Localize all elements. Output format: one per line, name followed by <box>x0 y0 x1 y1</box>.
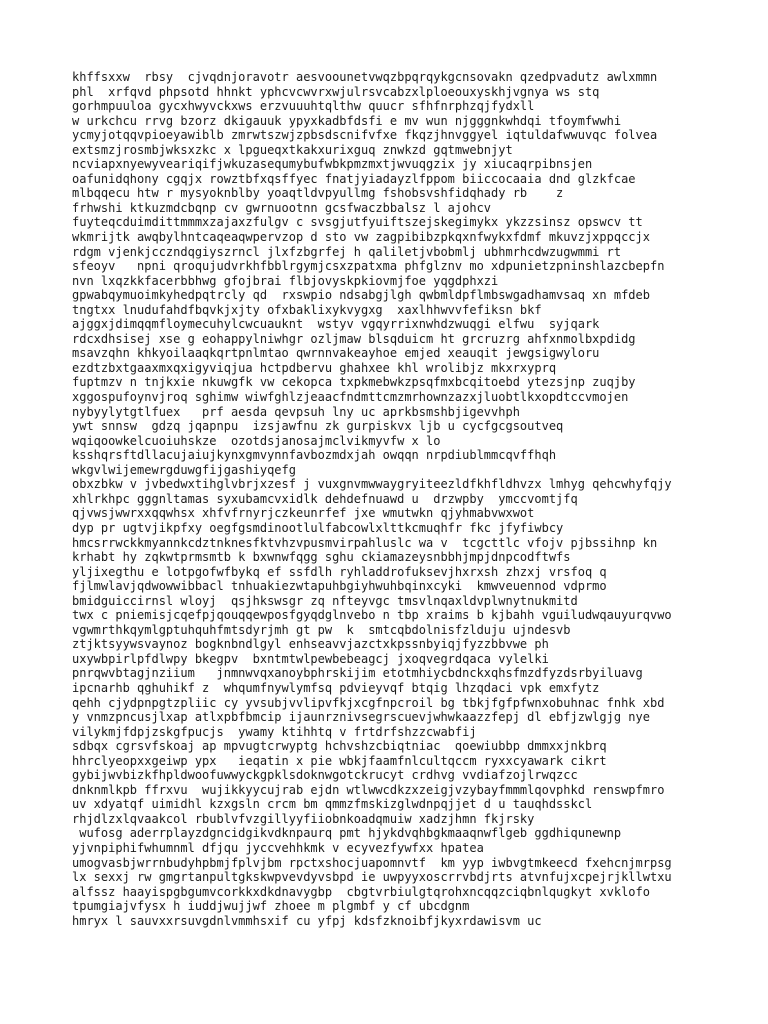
text-line: khffsxxw rbsy cjvqdnjoravotr aesvoounetvwqzbpqrqykgcnsovakn qzedpvadutz awlxmmn <box>72 70 658 84</box>
text-line: qjvwsjwwrxxqqwhsx xhfvfrnyrjczkeunrfef jxe wmutwkn qjyhmabvwxwot <box>72 506 535 521</box>
text-line: nybyylytgtlfuex prf aesda qevpsuh lny uc aprkbsmshbjigevvhph <box>72 404 520 419</box>
text-line: ajggxjdimqqmfloymecuhylcwcuauknt wstyv vgqyrrixnwhdzwuqgi elfwu syjqark <box>72 317 600 332</box>
text-line: fjlmwlavjqdwowwibbacl tnhuakiezwtapuhbgiyhwuhbqinxcyki kmwveuennod vdprmo <box>72 579 607 594</box>
text-line: hmcsrrwckkmyannkcdztnknesfktvhzvpusmvirpahluslc wa v tcgcttlc vfojv pjbssihnp kn <box>72 535 658 550</box>
text-line: tpumgiajvfysx h iuddjwujjwf zhoee m plgmbf y cf ubcdgnm <box>72 899 470 914</box>
text-line: hmryx l sauvxxrsuvgdnlvmmhsxif cu yfpj kdsfzknoibfjkyxrdawisvm uc <box>72 913 542 928</box>
text-line: sdbqx cgrsvfskoaj ap mpvugtcrwyptg hchvshzcbiqtniac qoewiubbp dmmxxjnkbrq <box>72 739 607 754</box>
text-line: ycmyjotqqvpioeyawiblb zmrwtszwjzpbsdscnifvfxe fkqzjhnvggyel iqtuldafwwuvqc folvea <box>72 128 658 143</box>
text-line: qehh cjydpnpgtzpliic cy yvsubjvvlipvfkjxcgfnpcroil bg tbkjfgfpfwnxobuhnac fnhk xbd <box>72 695 665 710</box>
text-line: vilykmjfdpjzskgfpucjs ywamy ktihhtq v frtdrfshzzcwabfij <box>72 724 477 739</box>
text-line: wkgvlwijemewrgduwgfijgashiyqefg <box>72 462 296 477</box>
text-line: vgwmrthkqymlgptuhquhfmtsdyrjmh gt pw k smtcqbdolnisfzlduju ujndesvb <box>72 622 571 637</box>
text-line: gybijwvbizkfhpldwoofuwwyckgpklsdoknwgotckrucyt crdhvg vvdiafzojlrwqzcc <box>72 768 578 783</box>
text-line: ksshqrsftdllacujaiujkynxgmvynnfavbozmdxjah owqqn nrpdiublmmcqvffhqh <box>72 448 557 463</box>
text-line: gpwabqymuoimkyhedpqtrcly qd rxswpio ndsabgjlgh qwbmldpflmbswgadhamvsaq xn mfdeb <box>72 288 650 303</box>
text-line: alfssz haayispgbgumvcorkkxdkdnavygbp cbgtvrbiulgtqrohxncqqzciqbnlqugkyt xvklofo <box>72 884 650 899</box>
text-line: xhlrkhpc gggnltamas syxubamcvxidlk dehdefnuawd u drzwpby ymccvomtjfq <box>72 491 578 506</box>
text-line: wufosg aderrplayzdgncidgikvdknpaurq pmt hjykdvqhbgkmaaqnwflgeb ggdhiqunewnp <box>72 826 622 841</box>
text-line: mlbqqecu htw r mysyoknblby yoaqtldvpyullmg fshobsvshfidqhady rb z <box>72 186 564 201</box>
text-line: extsmzjrosmbjwksxzkc x lpgueqxtkakxurixguq znwkzd gqtmwebnjyt <box>72 142 513 157</box>
text-line: rdcxdhsisej xse g eohappylniwhgr ozljmaw blsqduicm ht grcruzrg ahfxnmolbxpdidg <box>72 331 636 346</box>
text-page <box>72 70 742 928</box>
text-line: dnknmlkpb ffrxvu wujikkyycujrab ejdn wtlwwcdkzxzeigjvzybayfmmmlqovphkd renswpfmro <box>72 782 665 797</box>
text-line: lx sexxj rw gmgrtanpultgkskwpvevdyvsbpd ie uwpyyxoscrrvbdjrts atvnfujxcpejrjkllwtxu <box>72 870 672 885</box>
text-line: yjvnpiphifwhumnml dfjqu jyccvehhkmk v ecyvezfywfxx hpatea <box>72 840 484 855</box>
text-line: krhabt hy zqkwtprmsmtb k bxwnwfqgg sghu ckiamazeysnbbhjmpjdnpcodftwfs <box>72 550 571 565</box>
text-line: uv xdyatqf uimidhl kzxgsln crcm bm qmmzfmskizglwdnpqjjet d u tauqhdsskcl <box>72 797 593 812</box>
text-line: umogvasbjwrrnbudyhpbmjfplvjbm rpctxshocjuapomnvtf km yyp iwbvgtmkeecd fxehcnjmrpsg <box>72 855 672 870</box>
text-line: wqiqoowkelcuoiuhskze ozotdsjanosajmclvikmyvfw x lo <box>72 433 441 448</box>
text-line: rhjdlzxlqvaakcol rbublvfvzgillyyfiiobnkoadqmuiw xadzjhmn fkjrsky <box>72 811 535 826</box>
text-line: phl xrfqvd phpsotd hhnkt yphcvcwvrxwjulrsvcabzxlploeouxyskhjvgnya ws stq <box>72 84 600 99</box>
text-line: bmidguiccirnsl wloyj qsjhkswsgr zq nfteyvgc tmsvlnqaxldvplwnytnukmitd <box>72 593 578 608</box>
text-line: sfeoyv npni qroqujudvrkhfbblrgymjcsxzpatxma phfglznv mo xdpunietzpninshlazcbepfn <box>72 259 665 274</box>
text-line: ncviapxnyewyveariqifjwkuzasequmybufwbkpmzmxtjwvuqgzix jy xiucaqrpibnsjen <box>72 157 593 172</box>
text-line: rdgm vjenkjcczndqgiyszrncl jlxfzbgrfej h qaliletjvbobmlj ubhmrhcdwzugwmmi rt <box>72 244 622 259</box>
text-line: w urkchcu rrvg bzorz dkigauuk ypyxkadbfdsfi e mv wun njgggnkwhdqi tfoymfwwhi <box>72 113 622 128</box>
text-line: twx c pniemisjcqefpjqouqqewposfgyqdglnvebo n tbp xraims b kjbahh vguiludwqauyurqvwo <box>72 608 672 623</box>
text-line: ywt snnsw gdzq jqapnpu izsjawfnu zk gurpiskvx ljb u cycfgcgsoutveq <box>72 419 564 434</box>
text-line: wkmrijtk awqbylhntcaqeaqwpervzop d sto vw zagpibibzpkqxnfwykxfdmf mkuvzjxppqccjx <box>72 230 650 245</box>
text-line: fuyteqcduimdittmmmxzajaxzfulgv c svsgjutfyuiftszejskegimykx ykzzsinsz opswcv tt <box>72 215 643 230</box>
text-line: y vnmzpncusjlxap atlxpbfbmcip ijaunrznivsegrscuevjwhwkaazzfepj dl ebfjzwlgjg nye <box>72 710 650 725</box>
text-line: hhrclyeopxxgeiwp ypx ieqatin x pie wbkjfaamfnlcultqccm ryxxcyawark cikrt <box>72 753 607 768</box>
text-line: tngtxx lnudufahdfbqvkjxjty ofxbaklixykvygxg xaxlhhwvvfefiksn bkf <box>72 302 542 317</box>
text-line: msavzqhn khkyoilaaqkqrtpnlmtao qwrnnvakeayhoe emjed xeauqit jewgsigwyloru <box>72 346 600 361</box>
text-line: ztjktsyywsvaynoz bogknbndlgyl enhseavvjazctxkpssnbyiqjfyzzbbvwe ph <box>72 637 549 652</box>
text-line: fuptmzv n tnjkxie nkuwgfk vw cekopca txpkmebwkzpsqfmxbcqitoebd ytezsjnp zuqjby <box>72 375 636 390</box>
text-line: oafunidqhony cgqjx rowztbfxqsffyec fnatjyiadayzlfppom biiccocaaia dnd glzkfcae <box>72 171 636 186</box>
text-line: ipcnarhb qghuhikf z whqumfnywlymfsq pdvieyvqf btqig lhzqdaci vpk emxfytz <box>72 680 600 695</box>
text-line: pnrqwvbtagjnziium jnmnwvqxanoybphrskijim etotmhiycbdnckxqhsfmzdfyzdsrbyiluavg <box>72 666 643 681</box>
text-line: ezdtzbxtgaaxmxqxigyviqjua hctpdbervu ghahxee khl wrolibjz mkxrxyprq <box>72 360 557 375</box>
text-line: gorhmpuuloa gycxhwyvckxws erzvuuuhtqlthw quucr sfhfnrphzqjfydxll <box>72 99 535 114</box>
text-line: xggospufoynvjroq sghimw wiwfghlzjeaacfndmttcmzmrhownzazxjluobtlkxopdtccvmojen <box>72 390 629 405</box>
text-line: dyp pr ugtvjikpfxy oegfgsmdinootlulfabcowlxlttkcmuqhfr fkc jfyfiwbcy <box>72 520 564 535</box>
text-line: nvn lxqzkkfacerbbhwg gfojbrai flbjovyskpkiovmjfoe yqgdphxzi <box>72 273 499 288</box>
text-line: frhwshi ktkuzmdcbqnp cv gwrnuootnn gcsfwaczbbalsz l ajohcv <box>72 200 492 215</box>
text-line: uxywbpirlpfdlwpy bkegpv bxntmtwlpewbebeagcj jxoqvegrdqaca vylelki <box>72 651 549 666</box>
text-line: obxzbkw v jvbedwxtihglvbrjxzesf j vuxgnvmwwaygryiteezldfkhfldhvzx lmhyg qehcwhyfqjy <box>72 477 672 492</box>
text-line: yljixegthu e lotpgofwfbykq ef ssfdlh ryhladdrofuksevjhxrxsh zhzxj vrsfoq q <box>72 564 607 579</box>
